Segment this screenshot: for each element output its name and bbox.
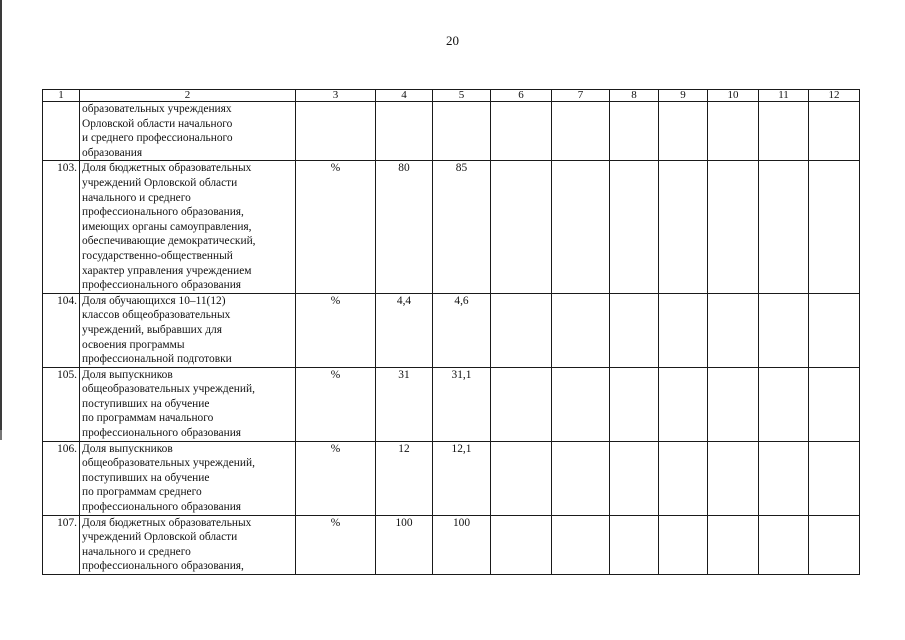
indicator-name-cell [80,293,296,367]
empty-cell-col-7 [552,293,610,367]
empty-cell-col-9 [659,102,708,161]
empty-cell-col-12 [809,367,860,441]
indicator-name-line: по программам среднего [82,486,202,499]
value-cell-col-4: 80 [376,161,433,293]
empty-cell-col-9 [659,441,708,515]
row-number-cell: 106. [43,441,80,515]
value-cell-col-5: 100 [433,515,491,574]
column-header: 3 [296,90,376,102]
header-row [43,90,860,102]
empty-cell-col-7 [552,515,610,574]
value-cell-col-5: 12,1 [433,441,491,515]
indicator-name-line: профессионального образования [82,501,242,514]
indicator-name-line: обеспечивающие демократический, [82,235,256,248]
column-header: 1 [43,90,80,102]
scan-mark [0,430,2,440]
table-row [43,367,860,441]
empty-cell-col-10 [708,102,759,161]
empty-cell-col-8 [610,161,659,293]
value-cell-col-5: 85 [433,161,491,293]
empty-cell-col-11 [759,293,809,367]
indicator-name-line: профессионального образования [82,279,242,292]
empty-cell-col-12 [809,293,860,367]
indicator-name-cell [80,102,296,161]
indicator-name-line: и среднего профессионального [82,132,233,145]
indicator-name-cell [80,367,296,441]
indicator-name-line: образовательных учреждениях [82,103,232,115]
empty-cell-col-10 [708,515,759,574]
unit-cell: % [296,367,376,441]
indicator-name-line: имеющих органы самоуправления, [82,220,252,233]
table-row [43,293,860,367]
indicator-name-line: поступивших на обучение [82,397,210,410]
empty-cell-col-6 [491,441,552,515]
indicator-name-line: образования [82,146,143,159]
empty-cell-col-10 [708,161,759,293]
column-header: 10 [708,90,759,102]
value-cell-col-5: 31,1 [433,367,491,441]
indicator-name-line: Доля обучающихся 10–11(12) [82,294,226,307]
indicator-name-line: государственно-общественный [82,249,233,262]
row-number-cell: 105. [43,367,80,441]
row-number-cell [43,102,80,161]
empty-cell-col-6 [491,161,552,293]
empty-cell-col-10 [708,441,759,515]
value-cell-col-4 [376,102,433,161]
indicator-name-line: освоения программы [82,338,185,351]
indicator-name-cell [80,441,296,515]
indicator-table [42,89,860,575]
table-row [43,441,860,515]
value-cell-col-5: 4,6 [433,293,491,367]
row-number-cell: 104. [43,293,80,367]
empty-cell-col-8 [610,441,659,515]
indicator-name-line: общеобразовательных учреждений, [82,383,255,396]
empty-cell-col-12 [809,441,860,515]
empty-cell-col-7 [552,441,610,515]
unit-cell [296,102,376,161]
empty-cell-col-8 [610,293,659,367]
indicator-name-line: Доля бюджетных образовательных [82,516,252,529]
indicator-name-line: поступивших на обучение [82,471,210,484]
empty-cell-col-10 [708,293,759,367]
value-cell-col-4: 12 [376,441,433,515]
indicator-name-line: профессионального образования [82,427,242,440]
indicator-name-line: общеобразовательных учреждений, [82,457,255,470]
empty-cell-col-11 [759,102,809,161]
column-header: 8 [610,90,659,102]
unit-cell: % [296,161,376,293]
indicator-name-line: учреждений Орловской области [82,176,238,189]
indicator-name-line: Доля бюджетных образовательных [82,162,252,175]
empty-cell-col-8 [610,102,659,161]
empty-cell-col-12 [809,102,860,161]
indicator-name-cell [80,161,296,293]
indicator-name-line: начального и среднего [82,545,191,558]
empty-cell-col-11 [759,367,809,441]
indicator-name-line: профессионального образования, [82,560,244,573]
empty-cell-col-7 [552,102,610,161]
page-number: 20 [446,33,459,48]
indicator-name-line: по программам начального [82,412,214,425]
indicator-name-line: начального и среднего [82,191,191,204]
column-header: 4 [376,90,433,102]
value-cell-col-4: 4,4 [376,293,433,367]
empty-cell-col-7 [552,367,610,441]
indicator-name-line: учреждений Орловской области [82,531,238,544]
empty-cell-col-9 [659,515,708,574]
column-header: 5 [433,90,491,102]
unit-cell: % [296,515,376,574]
empty-cell-col-8 [610,367,659,441]
empty-cell-col-11 [759,161,809,293]
table-row [43,161,860,293]
indicator-name-line: профессионального образования, [82,206,244,219]
empty-cell-col-7 [552,161,610,293]
empty-cell-col-8 [610,515,659,574]
empty-cell-col-11 [759,441,809,515]
scan-edge-left [0,0,2,440]
empty-cell-col-6 [491,293,552,367]
value-cell-col-4: 31 [376,367,433,441]
row-number-cell: 107. [43,515,80,574]
empty-cell-col-9 [659,293,708,367]
indicator-name-line: Доля выпускников [82,442,173,455]
indicator-name-line: классов общеобразовательных [82,309,231,322]
column-header: 6 [491,90,552,102]
empty-cell-col-6 [491,515,552,574]
indicator-name-line: профессиональной подготовки [82,353,232,366]
row-number-cell: 103. [43,161,80,293]
empty-cell-col-6 [491,367,552,441]
empty-cell-col-12 [809,515,860,574]
value-cell-col-4: 100 [376,515,433,574]
column-header: 9 [659,90,708,102]
empty-cell-col-6 [491,102,552,161]
indicator-name-line: Орловской области начального [82,117,233,130]
empty-cell-col-12 [809,161,860,293]
empty-cell-col-9 [659,367,708,441]
value-cell-col-5 [433,102,491,161]
column-header: 7 [552,90,610,102]
indicator-name-line: Доля выпускников [82,368,173,381]
table-row [43,102,860,161]
column-header: 2 [80,90,296,102]
indicator-name-line: характер управления учреждением [82,264,252,277]
empty-cell-col-10 [708,367,759,441]
table-body [43,102,860,575]
indicator-name-cell [80,515,296,574]
empty-cell-col-11 [759,515,809,574]
column-header: 11 [759,90,809,102]
table-row [43,515,860,574]
unit-cell: % [296,293,376,367]
indicator-name-line: учреждений, выбравших для [82,323,222,336]
unit-cell: % [296,441,376,515]
empty-cell-col-9 [659,161,708,293]
column-header: 12 [809,90,860,102]
